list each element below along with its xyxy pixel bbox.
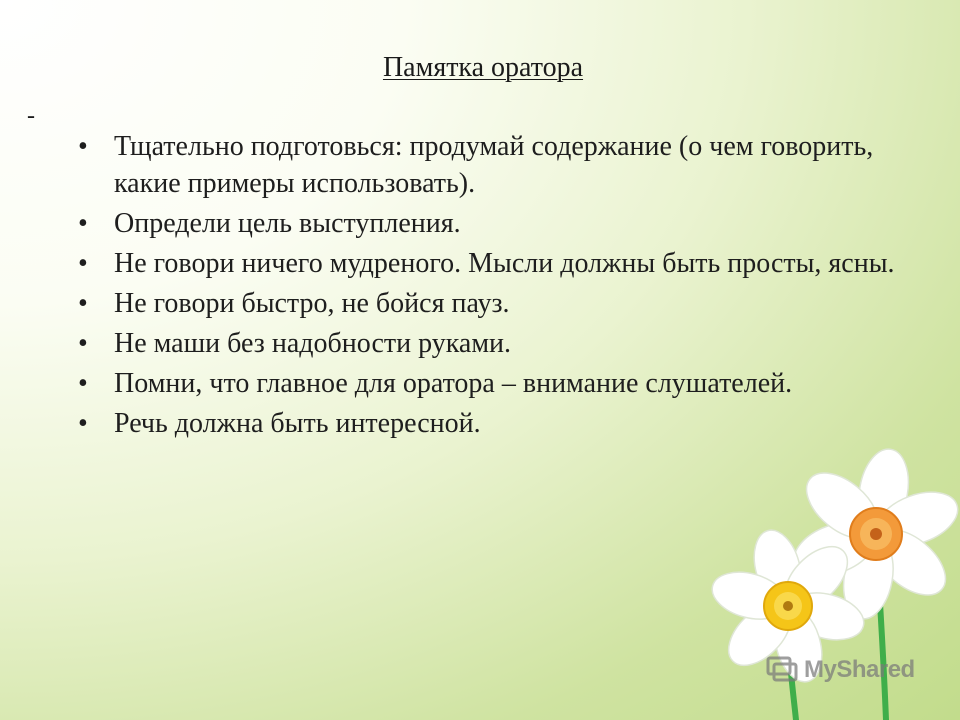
bullet-marker: • xyxy=(78,248,88,279)
list-item xyxy=(78,205,938,242)
myshared-logo-icon xyxy=(766,656,798,684)
list-item-text: Определи цель выступления. xyxy=(114,208,461,239)
list-item-text: Не говори быстро, не бойся пауз. xyxy=(114,288,510,319)
list-item xyxy=(78,405,938,442)
bullet-marker: • xyxy=(78,328,88,359)
list-item-text: Не говори ничего мудреного. Мысли должны быть просты, ясны. xyxy=(114,248,895,279)
bullet-marker: • xyxy=(78,368,88,399)
list-item xyxy=(78,128,938,202)
watermark xyxy=(766,656,915,684)
bullet-marker: • xyxy=(78,408,88,439)
bullet-marker: • xyxy=(78,131,88,162)
list-item xyxy=(78,245,938,282)
bullet-marker: • xyxy=(78,288,88,319)
list-item-text: Речь должна быть интересной. xyxy=(114,408,481,439)
page-title: Памятка оратора xyxy=(382,52,584,83)
watermark-text: MyShared xyxy=(804,656,915,683)
list-item-text: Не маши без надобности руками. xyxy=(114,328,512,359)
list-item xyxy=(78,325,938,362)
bullet-list xyxy=(78,128,938,445)
list-item-text: Помни, что главное для оратора – внимание слушателей. xyxy=(114,368,793,399)
list-item xyxy=(78,365,938,402)
list-item xyxy=(78,285,938,322)
list-item-text: Тщательно подготовься: продумай содержание (о чем говорить, какие примеры использовать). xyxy=(114,131,874,199)
dash-mark: - xyxy=(27,103,35,129)
bullet-marker: • xyxy=(78,208,88,239)
